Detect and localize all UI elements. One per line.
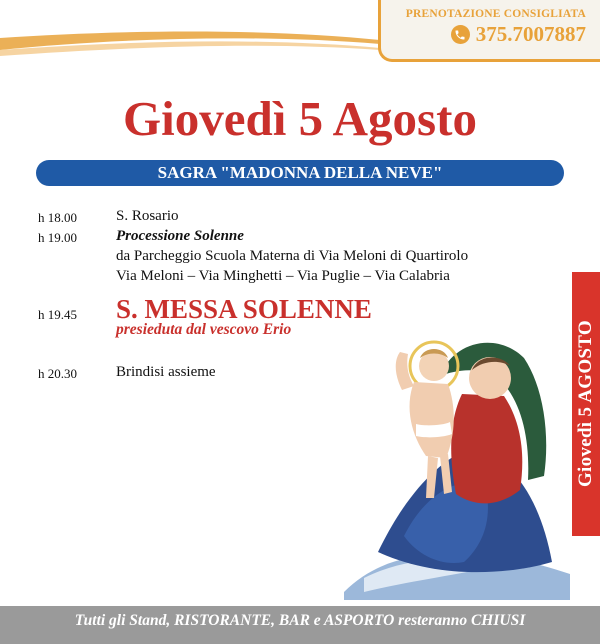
time-1945: h 19.45 (38, 307, 77, 322)
schedule-messa: S. MESSA SOLENNE (116, 294, 372, 324)
processione-start: da Parcheggio Scuola Materna di Via Meloni di Quartirolo (116, 248, 469, 264)
schedule-brindisi: Brindisi assieme (116, 364, 216, 380)
schedule-processione: Processione Solenne (116, 228, 244, 244)
processione-route: Via Meloni – Via Minghetti – Via Puglie – Via Calabria (116, 268, 450, 284)
side-date-label: Giovedì 5 AGOSTO (575, 320, 596, 488)
phone-number[interactable]: 375.7007887 (475, 22, 586, 46)
booking-phone (451, 22, 586, 47)
booking-label: PRENOTAZIONE CONSIGLIATA (405, 8, 586, 20)
schedule-rosario: S. Rosario (116, 208, 179, 224)
time-2030: h 20.30 (38, 366, 77, 381)
time-1800: h 18.00 (38, 210, 77, 225)
page-title: Giovedì 5 Agosto (123, 91, 477, 146)
event-banner: SAGRA "MADONNA DELLA NEVE" (36, 160, 564, 186)
footer-notice: Tutti gli Stand, RISTORANTE, BAR e ASPORTO resteranno CHIUSI (0, 606, 600, 644)
madonna-illustration (344, 330, 570, 600)
phone-icon (451, 25, 470, 44)
messa-subtitle: presieduta dal vescovo Erio (116, 321, 292, 338)
time-1900: h 19.00 (38, 230, 77, 245)
booking-box (378, 0, 600, 62)
